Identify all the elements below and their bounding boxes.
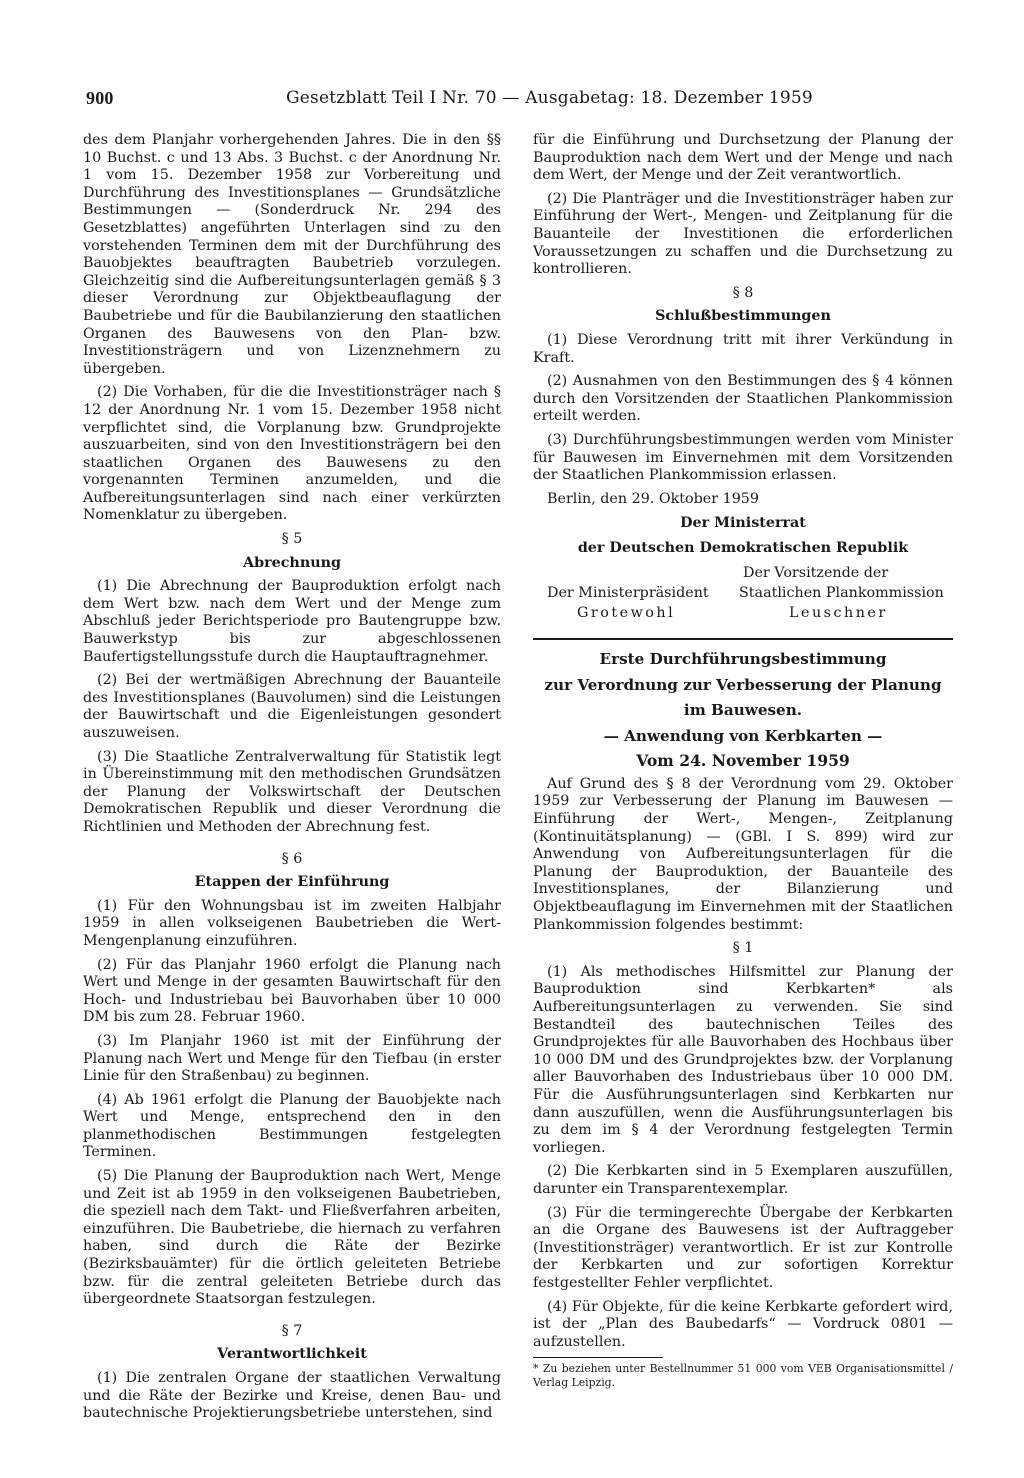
section-heading: Schlußbestimmungen	[655, 308, 831, 325]
document-subtitle: — Anwendung von Kerbkarten —	[603, 726, 883, 745]
paragraph: (2) Bei der wertmäßigen Abrechnung der Bauanteile des Investitionsplanes (Bauvolumen) sind die Leistungen der Bauwirtschaft und die Eigenleistungen gesondert auszuweisen.	[83, 672, 501, 741]
section-heading: Abrechnung	[243, 554, 341, 571]
paragraph: (1) Die Abrechnung der Bauproduktion erfolgt nach dem Wert bzw. nach dem Wert und der Menge zum Abschluß jeder Berichtsperiode pro Bautengruppe bzw. Bauwerkstyp bis zur abgeschlossenen Baufertigstellungsstufe durch die Hauptauftragnehmer.	[83, 578, 501, 665]
paragraph: Auf Grund des § 8 der Verordnung vom 29. Oktober 1959 zur Verbesserung der Planung im Bauwesen — Einführung der Wert-, Mengen-, Zeitplanung (Kontinuitätsplanung) — (GBl. I S. 899) wird zur Anwendung von Aufbereitungsunterlagen für die Planung der Bauproduktion, der Bauanteile des Investitionsplanes, der Bilanzierung und Objektbeauflagung im Einvernehmen mit der Staatlichen Plankommission folgendes bestimmt:	[533, 775, 953, 933]
signatory-name: Leuschner	[789, 605, 888, 622]
paragraph: (2) Für das Planjahr 1960 erfolgt die Planung nach Wert und Menge in der gesamten Bauwirtschaft für den Hoch- und Industriebau bei Bauvorhaben über 10 000 DM bis zum 28. Februar 1960.	[83, 956, 501, 1026]
paragraph: (1) Diese Verordnung tritt mit ihrer Verkündung in Kraft.	[533, 331, 953, 366]
paragraph: (4) Ab 1961 erfolgt die Planung der Bauobjekte nach Wert und Menge, entsprechend den in den planmethodischen Bestimmungen festgelegten Terminen.	[83, 1091, 501, 1161]
section-number: § 6	[281, 850, 303, 867]
running-title: Gesetzblatt Teil I Nr. 70 — Ausgabetag: 18. Dezember 1959	[286, 88, 813, 108]
paragraph: (2) Die Planträger und die Investitionsträger haben zur Einführung der Wert-, Mengen- und Zeitplanung für die Bauanteile der Investitionen die erforderlichen Voraussetzungen zu schaffen und die Durchsetzung zu kontrollieren.	[533, 190, 953, 278]
paragraph: (3) Im Planjahr 1960 ist mit der Einführung der Planung nach Wert und Menge für den Tiefbau (in erster Linie für den Straßenbau) zu beginnen.	[83, 1032, 501, 1085]
paragraph: des dem Planjahr vorhergehenden Jahres. Die in den §§ 10 Buchst. c und 13 Abs. 3 Buchst. c der Anordnung Nr. 1 vom 15. Dezember 1958 zur Vorbereitung und Durchführung des Investitionsplanes — Grundsätzliche Bestimmungen — (Sonderdruck Nr. 294 des Gesetzblattes) angeführten Unterlagen sind zu den vorstehenden Terminen dem mit der Durchführung des Bauobjektes beauftragten Baubetrieb vorzulegen. Gleichzeitig sind die Aufbereitungsunterlagen gemäß § 3 dieser Verordnung zur Objektbeauflagung der Baubetriebe und für die Baubilanzierung den staatlichen Organen des Bauwesens von den Plan- bzw. Investitionsträgern und von Lizenznehmern zu übergeben.	[83, 132, 501, 377]
signatory-title: Staatlichen Plankommission	[739, 585, 944, 602]
document-title: im Bauwesen.	[683, 701, 803, 720]
place-and-date: Berlin, den 29. Oktober 1959	[547, 490, 760, 507]
section-number: § 1	[732, 940, 754, 957]
document-title: zur Verordnung zur Verbesserung der Planung	[544, 675, 942, 694]
paragraph: (2) Die Vorhaben, für die die Investitionsträger nach § 12 der Anordnung Nr. 1 vom 15. Dezember 1958 nicht verpflichtet sind, die Vorplanung bzw. Grundprojekte auszuarbeiten, sind von den Investitionsträgern bei den staatlichen Organen des Bauwesens zu den vorgenannten Terminen anzumelden, und die Aufbereitungsunterlagen sind nach einer verkürzten Nomenklatur zu übergeben.	[83, 384, 501, 524]
paragraph: (3) Die Staatliche Zentralverwaltung für Statistik legt in Übereinstimmung mit den methodischen Grundsätzen der Planung der Volkswirtschaft der Deutschen Demokratischen Republik und dieser Verordnung die Richtlinien und Methoden der Abrechnung fest.	[83, 748, 501, 835]
signature-titles-row	[533, 584, 953, 604]
paragraph: (1) Die zentralen Organe der staatlichen Verwaltung und die Räte der Bezirke und Kreise, denen Bau- und bautechnische Projektierungsbetriebe unterstehen, sind	[83, 1370, 501, 1422]
paragraph: (2) Die Kerbkarten sind in 5 Exemplaren auszufüllen, darunter ein Transparentexemplar.	[533, 1163, 953, 1197]
section-heading: Etappen der Einführung	[194, 874, 390, 891]
paragraph: (5) Die Planung der Bauproduktion nach Wert, Menge und Zeit ist ab 1959 in den volkseigenen Baubetrieben, die speziell nach dem Takt- und Fließverfahren arbeiten, einzuführen. Die Baubetriebe, die hiernach zu verfahren haben, sind durch die Räte der Bezirke (Bezirksbauämter) für die örtlich geleiteten Betriebe bzw. für die zentral geleiteten Betriebe durch das übergeordnete Staatsorgan festzulegen.	[83, 1168, 501, 1308]
signatory-title: Der Ministerpräsident	[547, 585, 709, 602]
section-divider	[533, 638, 953, 640]
paragraph: (1) Für den Wohnungsbau ist im zweiten Halbjahr 1959 in allen volkseigenen Baubetrieben die Wert-Mengenplanung einzuführen.	[83, 897, 501, 949]
paragraph: (3) Für die termingerechte Übergabe der Kerbkarten an die Organe des Bauwesens ist der Auftraggeber (Investitionsträger) verantwortlich. Er ist zur Kontrolle der Kerbkarten und zur sofortigen Korrektur festgestellter Fehler verpflichtet.	[533, 1204, 953, 1291]
paragraph: (2) Ausnahmen von den Bestimmungen des § 4 können durch den Vorsitzenden der Staatlichen Plankommission erteilt werden.	[533, 373, 953, 425]
signatory-title: Der Vorsitzende der	[743, 565, 889, 582]
signing-body: der Deutschen Demokratischen Republik	[577, 540, 909, 557]
section-number: § 8	[732, 284, 754, 301]
footnote-divider	[533, 1357, 663, 1358]
paragraph: (1) Als methodisches Hilfsmittel zur Planung der Bauproduktion sind Kerbkarten* als Aufbereitungsunterlagen zu verwenden. Sie sind Bestandteil des bautechnischen Teiles des Grundprojektes für alle Bauvorhaben des Hochbaus über 10 000 DM und des Grundprojektes bzw. der Vorplanung aller Bauvorhaben des Industriebaus über 10 000 DM. Für die Ausführungsunterlagen sind Kerbkarten nur dann auszufüllen, wenn die Ausführungsunterlagen bis zu dem im § 4 der Verordnung festgelegten Termin vorliegen.	[533, 963, 953, 1156]
signatory-name: Grotewohl	[577, 605, 676, 622]
page-number: 900	[86, 88, 114, 108]
signature-names-row	[533, 604, 953, 624]
signature-titles-row	[533, 564, 953, 584]
right-column	[533, 132, 953, 1395]
document-date: Vom 24. November 1959	[636, 751, 850, 771]
section-number: § 5	[281, 531, 303, 548]
page-header	[86, 88, 952, 116]
signing-body: Der Ministerrat	[680, 515, 806, 532]
section-number: § 7	[281, 1322, 303, 1339]
section-heading: Verantwortlichkeit	[217, 1346, 367, 1363]
left-column	[83, 132, 501, 1429]
paragraph: (3) Durchführungsbestimmungen werden vom Minister für Bauwesen im Einvernehmen mit dem Vorsitzenden der Staatlichen Plankommission erlassen.	[533, 431, 953, 484]
signature-block	[533, 514, 953, 624]
document-title: Erste Durchführungsbestimmung	[599, 650, 887, 669]
paragraph: für die Einführung und Durchsetzung der Planung der Bauproduktion nach dem Wert und der Menge und nach dem Wert, der Menge und der Zeit verantwortlich.	[533, 132, 953, 184]
paragraph: (4) Für Objekte, für die keine Kerbkarte gefordert wird, ist der „Plan des Baubedarfs“ — Vordruck 0801 — aufzustellen.	[533, 1298, 953, 1350]
footnote: * Zu beziehen unter Bestellnummer 51 000 vom VEB Organisationsmittel / Verlag Leipzig.	[533, 1362, 953, 1389]
